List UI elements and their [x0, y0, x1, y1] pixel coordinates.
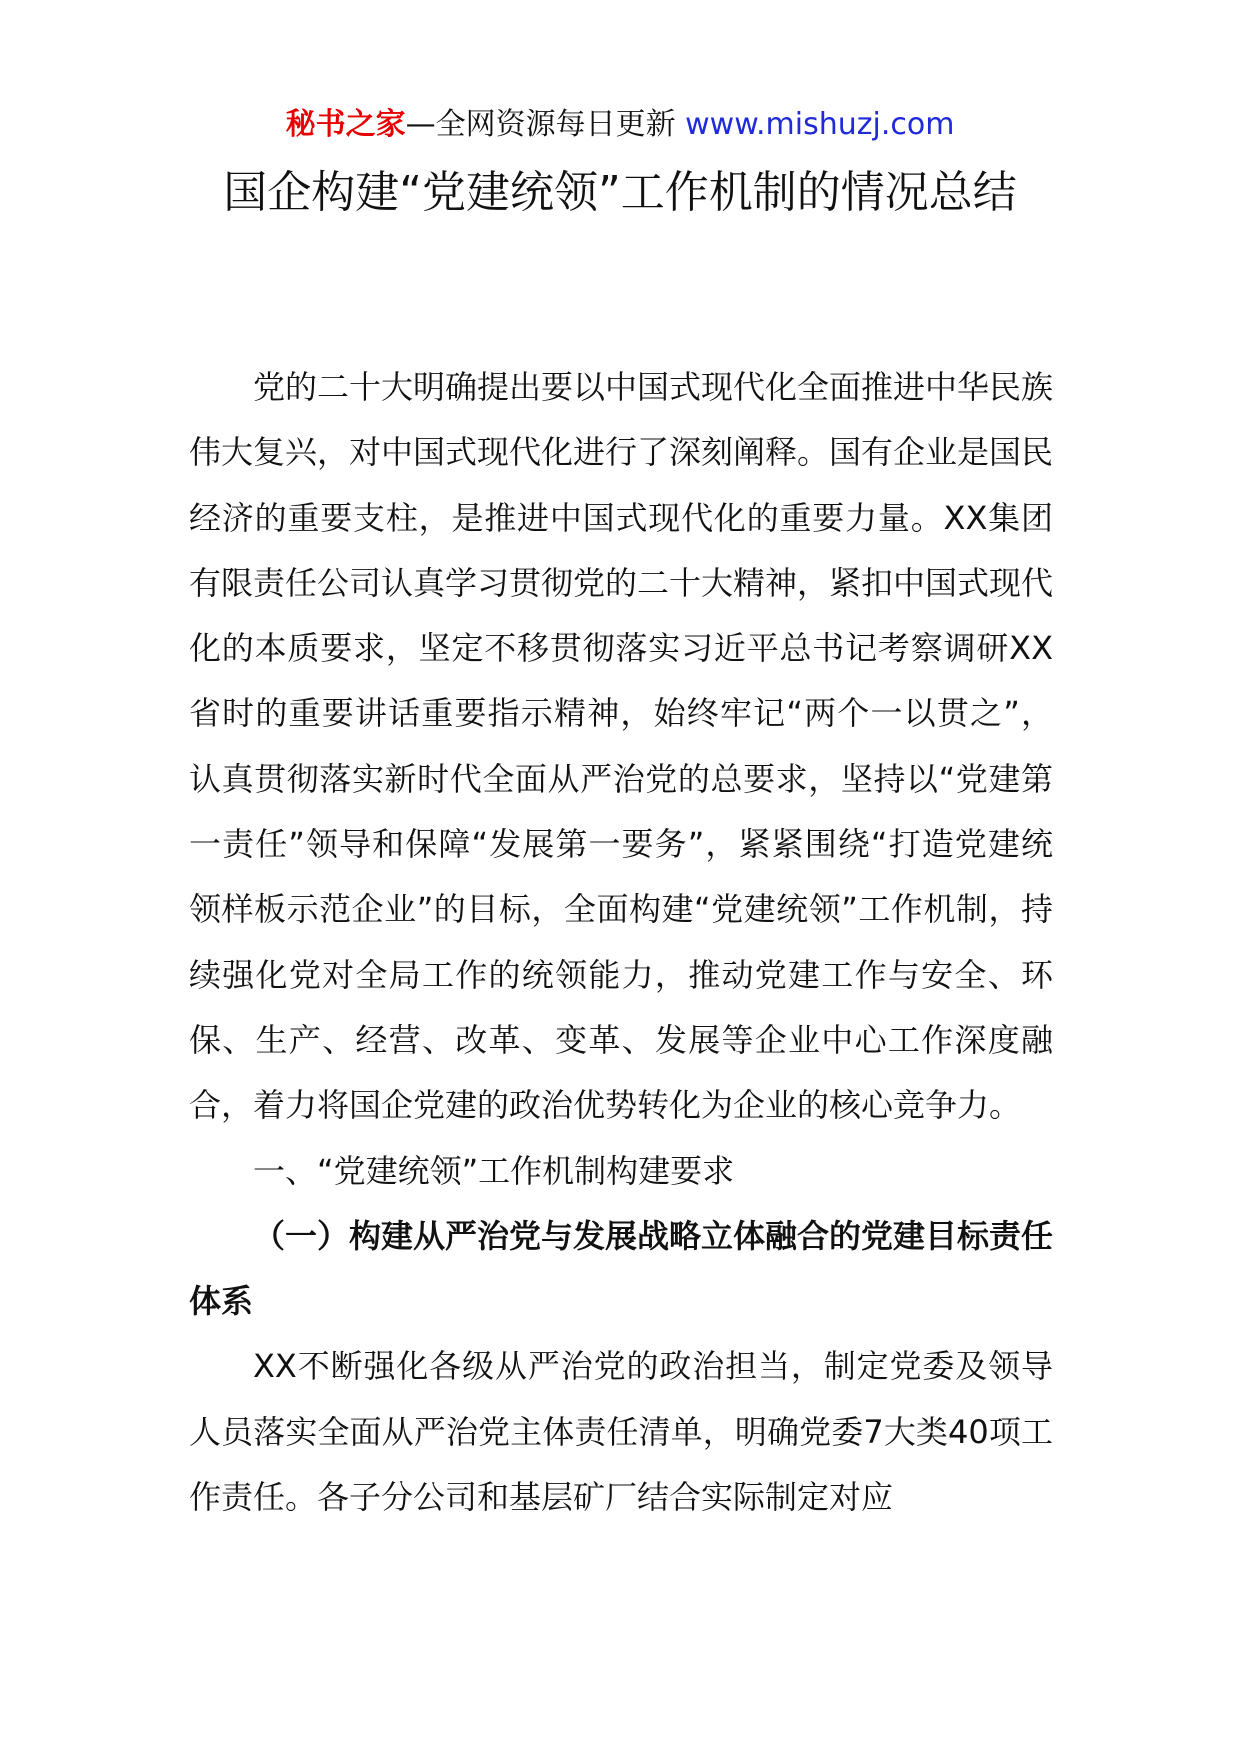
document-body: [189, 355, 1053, 1530]
site-url-link[interactable]: www.mishuzj.com: [685, 107, 955, 142]
document-title: 国企构建“党建统领”工作机制的情况总结: [223, 167, 1017, 218]
site-tagline: —全网资源每日更新: [405, 107, 686, 142]
section-heading-level2: （一）构建从严治党与发展战略立体融合的党建目标责任体系: [189, 1216, 1054, 1321]
site-header: [0, 100, 1240, 150]
section-heading-level1: 一、“党建统领”工作机制构建要求: [253, 1151, 735, 1190]
intro-paragraph: 党的二十大明确提出要以中国式现代化全面推进中华民族伟大复兴，对中国式现代化进行了深刻阐释。国有企业是国民经济的重要支柱，是推进中国式现代化的重要力量。XX集团有限责任公司认真学习贯彻党的二十大精神，紧扣中国式现代化的本质要求，坚定不移贯彻落实习近平总书记考察调研XX省时的重要讲话重要指示精神，始终牢记“两个一以贯之”，认真贯彻落实新时代全面从严治党的总要求，坚持以“党建第一责任”领导和保障“发展第一要务”，紧紧围绕“打造党建统领样板示范企业”的目标，全面构建“党建统领”工作机制，持续强化党对全局工作的统领能力，推动党建工作与安全、环保、生产、经营、改革、变革、发展等企业中心工作深度融合，着力将国企党建的政治优势转化为企业的核心竞争力。: [189, 368, 1054, 1125]
section-paragraph: XX不断强化各级从严治党的政治担当，制定党委及领导人员落实全面从严治党主体责任清单，明确党委7大类40项工作责任。各子分公司和基层矿厂结合实际制定对应: [189, 1347, 1053, 1517]
brand-name: 秘书之家: [285, 107, 406, 142]
